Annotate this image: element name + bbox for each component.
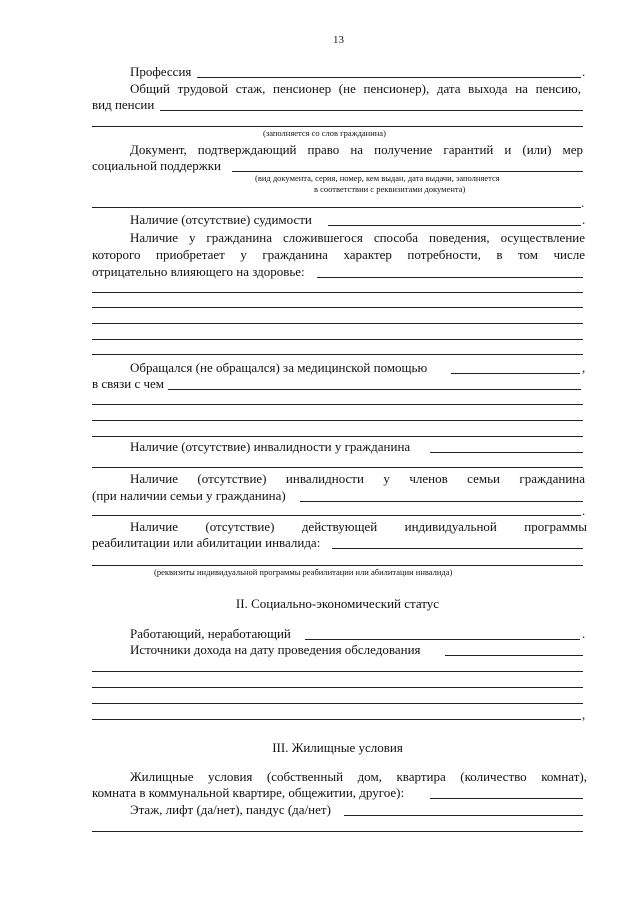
working-status-field[interactable] [305,639,580,640]
comma-mark: , [582,707,586,722]
behavior-field[interactable] [317,277,583,278]
behavior-label-2: которого приобретает у гражданина характер потребности, в том числе [92,247,585,262]
section-3-title: III. Жилищные условия [272,740,403,755]
medical-label: Обращался (не обращался) за медицинской помощью [130,360,428,375]
behavior-field-4[interactable] [92,323,583,324]
profession-field[interactable] [197,77,581,78]
rehab-field[interactable] [332,548,583,549]
medical-reason-label: в связи с чем [92,376,165,391]
housing-label-2: комната в коммунальной квартире, общежитии, другое): [92,785,405,800]
rehab-label-2: реабилитации или абилитации инвалида: [92,535,321,550]
disability-field-2[interactable] [92,467,583,468]
family-disability-field[interactable] [300,501,583,502]
medical-field[interactable] [451,373,580,374]
period-mark: . [582,64,586,79]
income-sources-field[interactable] [445,655,583,656]
profession-label: Профессия [130,64,192,79]
comma-mark: , [582,360,586,375]
family-disability-field-2[interactable] [92,515,581,516]
behavior-field-6[interactable] [92,354,583,355]
pension-type-field-2[interactable] [92,126,583,127]
from-words-note: (заполняется со слов гражданина) [263,128,386,138]
floor-elevator-field[interactable] [344,815,583,816]
income-sources-field-2[interactable] [92,671,583,672]
document-label: Документ, подтверждающий право на получение гарантий и (или) мер [130,142,583,157]
document-field[interactable] [232,171,583,172]
behavior-field-2[interactable] [92,292,583,293]
behavior-label-3: отрицательно влияющего на здоровье: [92,264,305,279]
criminal-record-field[interactable] [328,225,581,226]
rehab-label: Наличие (отсутствие) действующей индивидуальной программы [130,519,587,534]
section-2-title: II. Социально-экономический статус [235,596,440,611]
document-field-2[interactable] [92,207,581,208]
period-mark: . [582,212,586,227]
period-mark: . [581,195,585,210]
support-label: социальной поддержки [92,158,221,173]
document-note-2: в соответствии с реквизитами документа) [314,184,466,194]
page-number: 13 [333,34,344,46]
rehab-field-2[interactable] [92,565,583,566]
behavior-field-5[interactable] [92,339,583,340]
housing-label: Жилищные условия (собственный дом, квартира (количество комнат), [130,769,587,784]
medical-reason-field[interactable] [168,389,581,390]
family-disability-label: Наличие (отсутствие) инвалидности у членов семьи гражданина [130,471,585,486]
rehab-note: (реквизиты индивидуальной программы реабилитации или абилитации инвалида) [154,567,453,577]
period-mark: . [582,503,586,518]
pension-type-field[interactable] [160,110,583,111]
criminal-record-label: Наличие (отсутствие) судимости [130,212,312,227]
income-sources-label: Источники дохода на дату проведения обследования [130,642,421,657]
income-sources-field-3[interactable] [92,687,583,688]
disability-label: Наличие (отсутствие) инвалидности у гражданина [130,439,411,454]
pension-type-label: вид пенсии [92,97,155,112]
period-mark: . [582,626,586,641]
floor-elevator-field-2[interactable] [92,831,583,832]
document-note-1: (вид документа, серия, номер, кем выдан, дата выдачи, заполняется [255,173,500,183]
behavior-field-3[interactable] [92,307,583,308]
medical-reason-field-2[interactable] [92,404,583,405]
income-sources-field-4[interactable] [92,703,583,704]
housing-field[interactable] [430,798,583,799]
working-status-label: Работающий, неработающий [130,626,291,641]
disability-field[interactable] [430,452,583,453]
behavior-label-1: Наличие у гражданина сложившегося способа поведения, осуществление [130,230,585,245]
floor-elevator-label: Этаж, лифт (да/нет), пандус (да/нет) [130,802,331,817]
experience-label: Общий трудовой стаж, пенсионер (не пенсионер), дата выхода на пенсию, [130,81,581,96]
medical-reason-field-3[interactable] [92,420,583,421]
income-sources-field-5[interactable] [92,719,581,720]
family-presence-label: (при наличии семьи у гражданина) [92,488,286,503]
medical-reason-field-4[interactable] [92,436,583,437]
